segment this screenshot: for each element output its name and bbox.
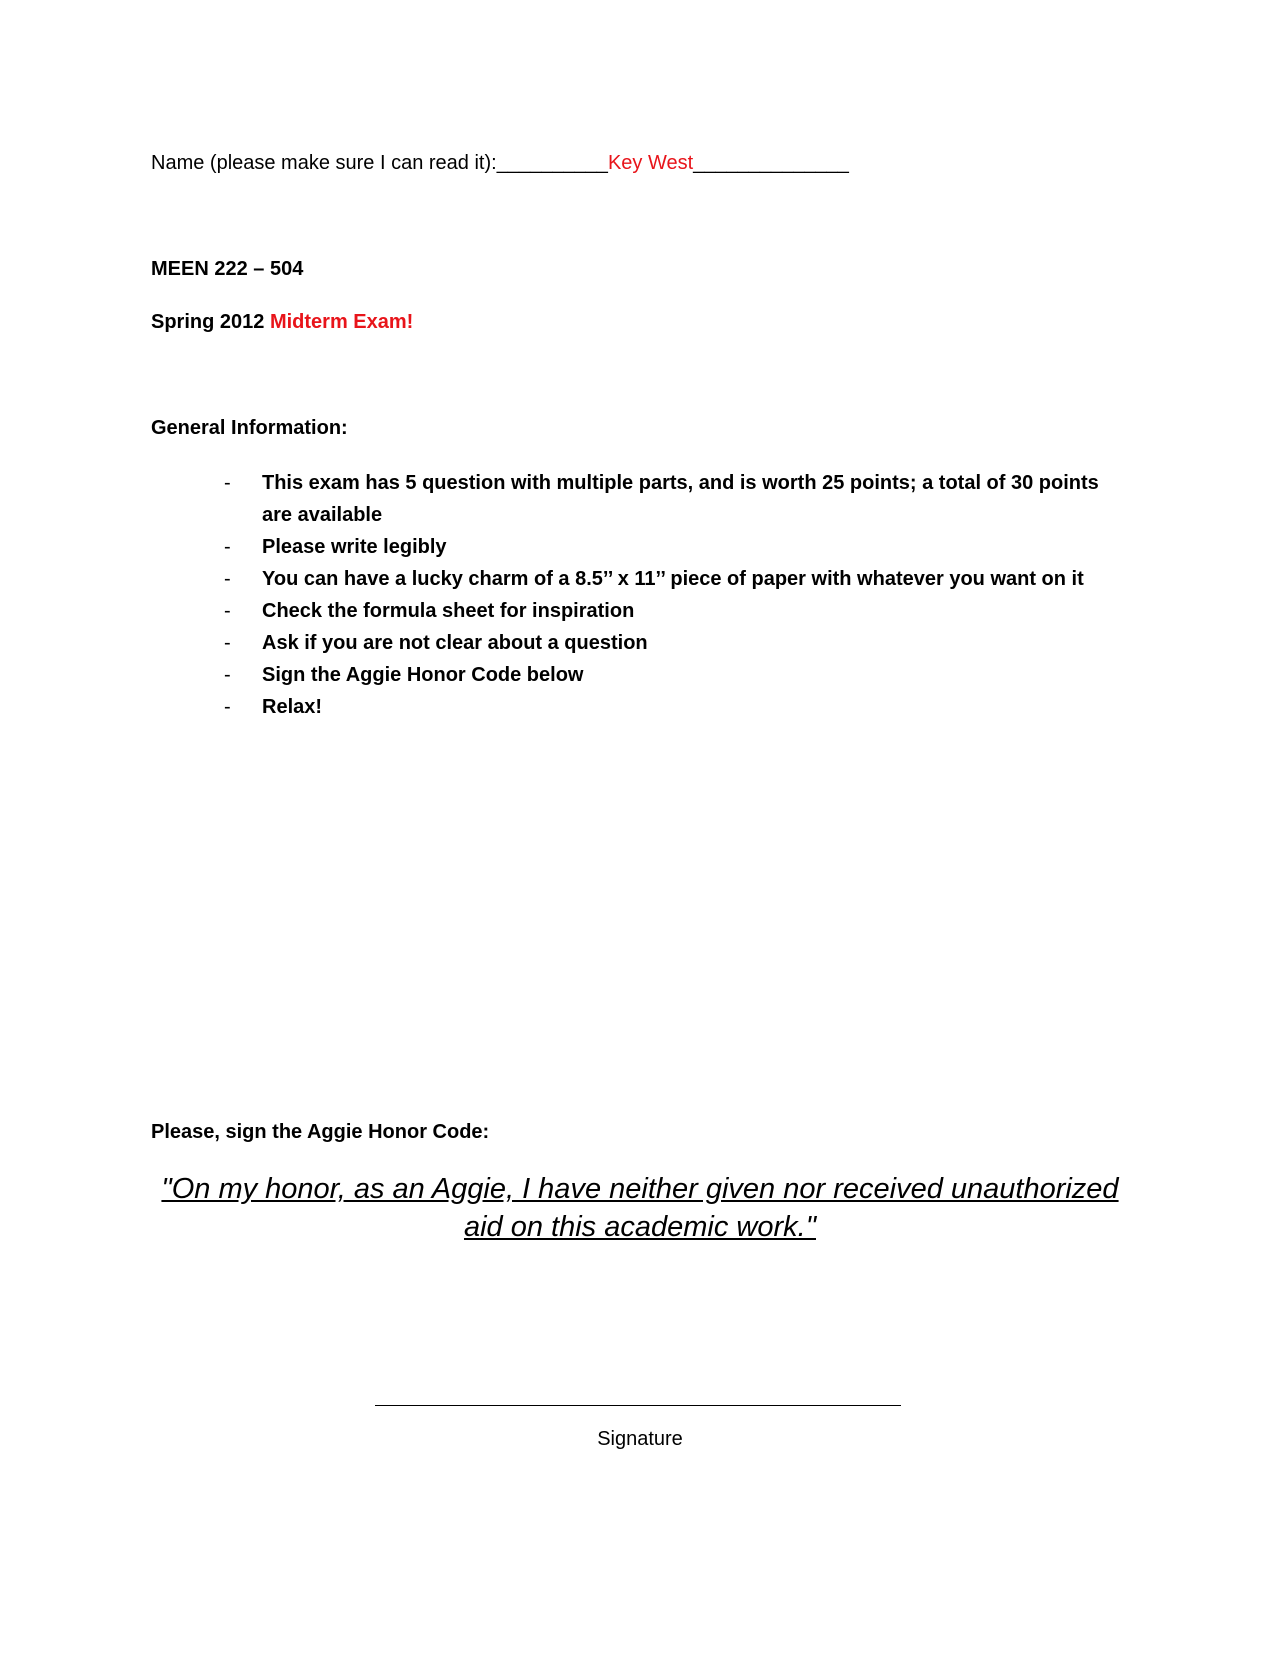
name-field-line — [151, 152, 849, 175]
honor-code-quote: "On my honor, as an Aggie, I have neither given nor received unauthorized aid on this academic work." — [161, 1173, 1119, 1243]
dash-bullet-icon: - — [224, 536, 231, 558]
dash-bullet-icon: - — [224, 600, 231, 622]
dash-bullet-icon: - — [224, 664, 231, 686]
list-item: - This exam has 5 question with multiple parts, and is worth 25 points; a total of 30 points are available — [224, 467, 1114, 531]
dash-bullet-icon: - — [224, 472, 231, 494]
name-label: Name (please make sure I can read it):__________ — [151, 152, 608, 174]
list-item: - Sign the Aggie Honor Code below — [224, 659, 1114, 691]
list-item: - Relax! — [224, 691, 1114, 723]
general-information-heading: General Information: — [151, 417, 348, 439]
list-item: - You can have a lucky charm of a 8.5’’ x 11’’ piece of paper with whatever you want on it — [224, 563, 1114, 595]
exam-title: Midterm Exam! — [269, 311, 414, 333]
dash-bullet-icon: - — [224, 696, 231, 718]
exam-term — [151, 311, 413, 334]
list-item: - Please write legibly — [224, 531, 1114, 563]
dash-bullet-icon: - — [224, 568, 231, 590]
general-information-list — [224, 467, 1114, 723]
student-name-value: Key West — [607, 152, 694, 174]
list-item: - Ask if you are not clear about a question — [224, 627, 1114, 659]
signature-line — [375, 1405, 901, 1406]
honor-code-heading: Please, sign the Aggie Honor Code: — [151, 1121, 490, 1143]
dash-bullet-icon: - — [224, 632, 231, 654]
term-label: Spring 2012 — [151, 311, 270, 333]
list-item: - Check the formula sheet for inspiration — [224, 595, 1114, 627]
name-underline-suffix: ______________ — [693, 152, 849, 174]
signature-label: Signature — [597, 1428, 683, 1450]
course-code: MEEN 222 – 504 — [151, 258, 304, 280]
